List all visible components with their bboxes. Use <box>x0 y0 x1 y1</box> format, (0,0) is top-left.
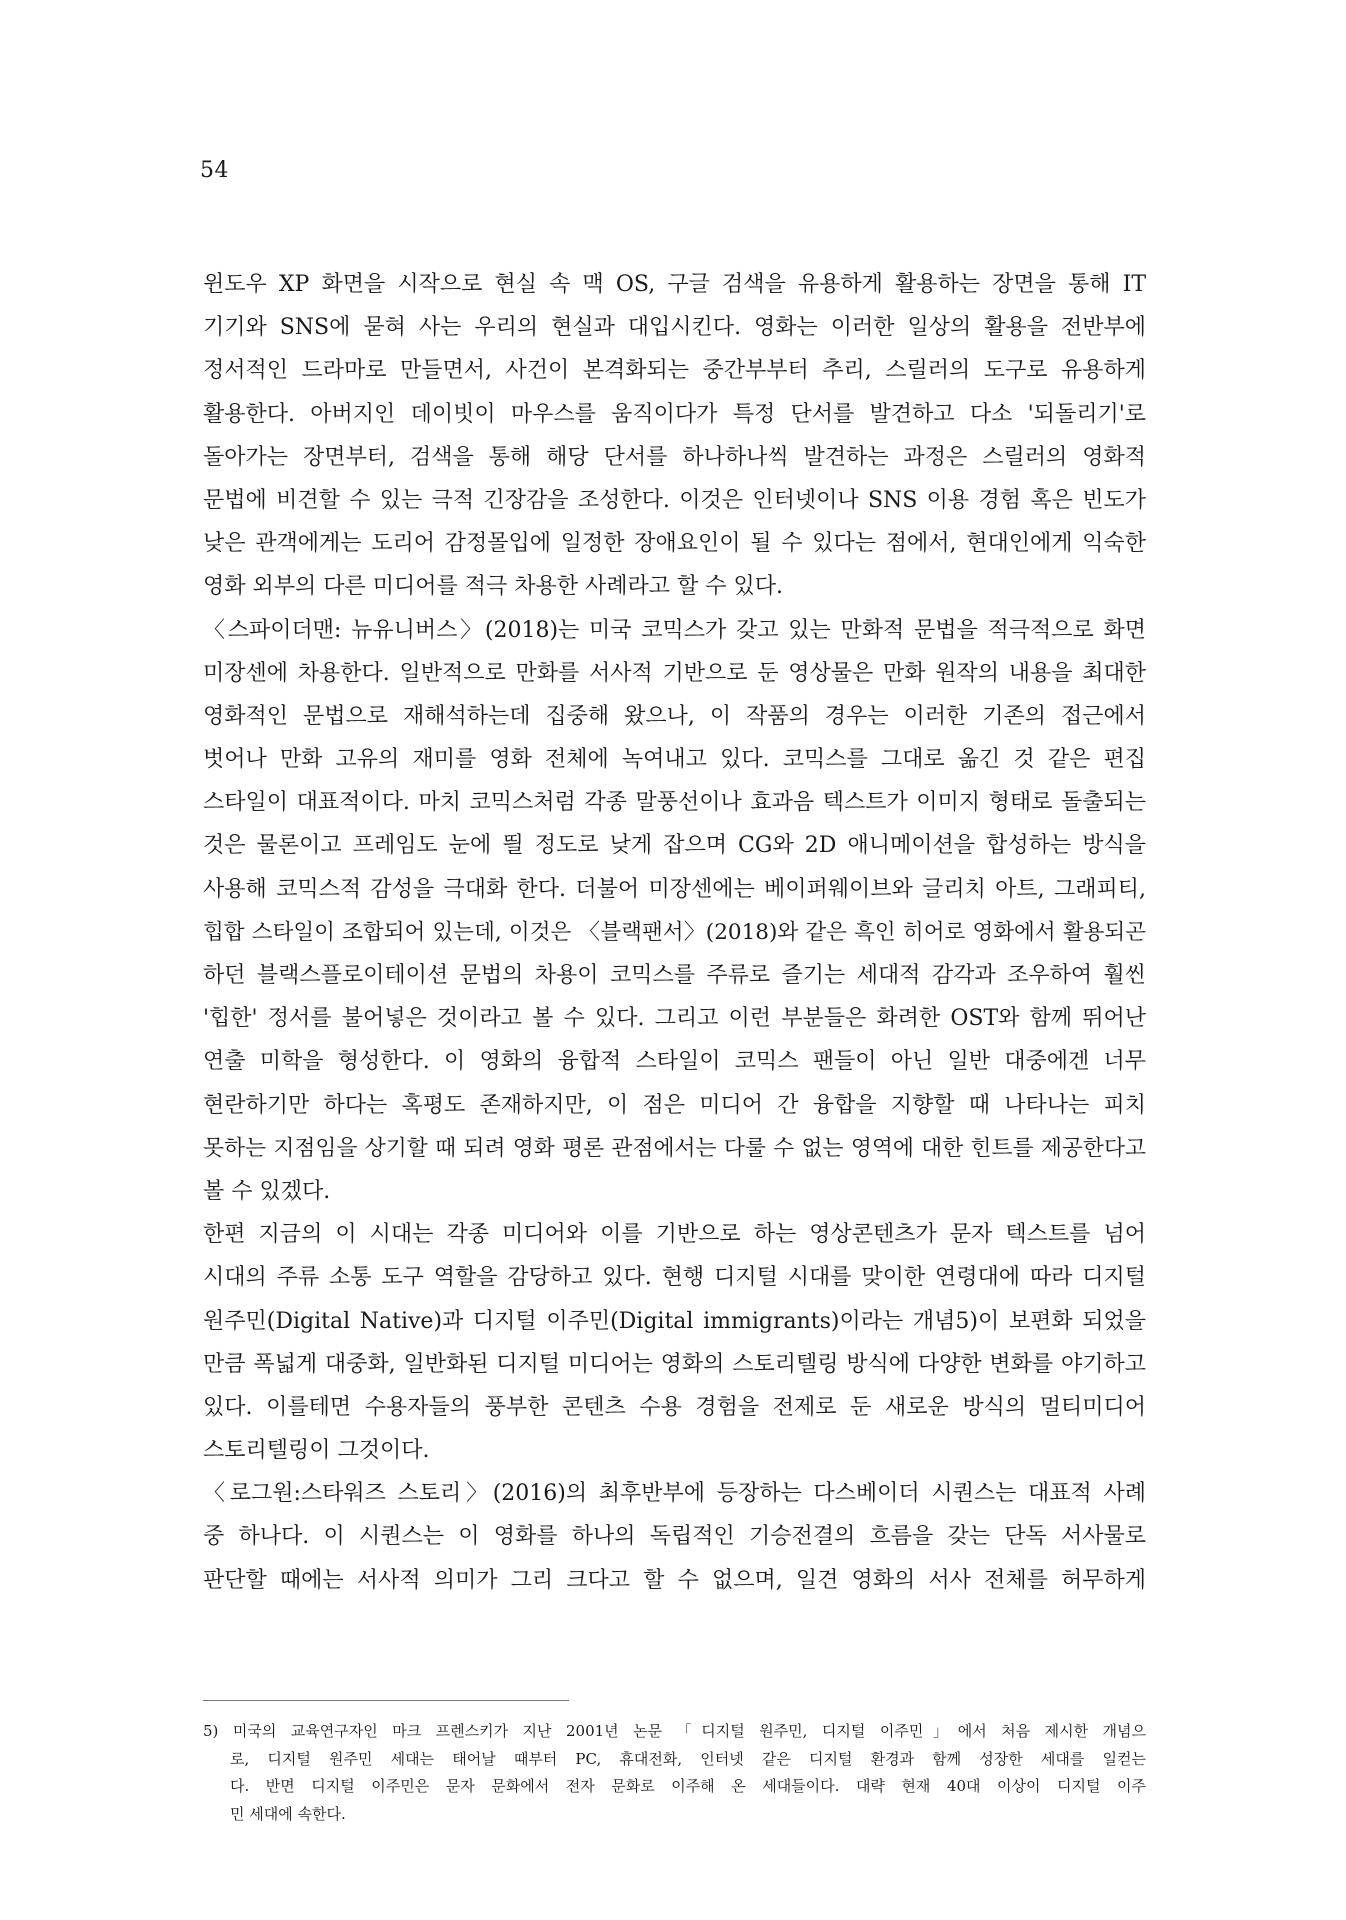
body-line: 돌아가는 장면부터, 검색을 통해 해당 단서를 하나하나씩 발견하는 과정은 스릴러의 영화적 <box>203 444 1146 470</box>
footnote-divider <box>203 1700 569 1701</box>
body-line: 원주민(Digital Native)과 디지털 이주민(Digital immigrants)이라는 개념5)이 보편화 되었을 <box>203 1308 1146 1334</box>
body-line: 시대의 주류 소통 도구 역할을 감당하고 있다. 현행 디지털 시대를 맞이한 연령대에 따라 디지털 <box>203 1265 1146 1291</box>
body-line: 문법에 비견할 수 있는 극적 긴장감을 조성한다. 이것은 인터넷이나 SNS 이용 경험 혹은 빈도가 <box>203 487 1146 513</box>
body-line: 미장센에 차용한다. 일반적으로 만화를 서사적 기반으로 둔 영상물은 만화 원작의 내용을 최대한 <box>203 660 1146 686</box>
body-line: 볼 수 있겠다. <box>203 1178 331 1204</box>
footnote-line: 민 세대에 속한다. <box>230 1804 346 1823</box>
page-number: 54 <box>200 158 229 183</box>
footnote-line: 로, 디지털 원주민 세대는 태어날 때부터 PC, 휴대전화, 인터넷 같은 디지털 환경과 함께 성장한 세대를 일컫는 <box>230 1749 1146 1768</box>
footnotes <box>203 1718 1146 1828</box>
body-line: 스타일이 대표적이다. 마치 코믹스처럼 각종 말풍선이나 효과음 텍스트가 이미지 형태로 돌출되는 <box>203 790 1146 816</box>
body-line: 중 하나다. 이 시퀀스는 이 영화를 하나의 독립적인 기승전결의 흐름을 갖는 단독 서사물로 <box>203 1524 1146 1550</box>
body-line: 하던 블랙스플로이테이션 문법의 차용이 코믹스를 주류로 즐기는 세대적 감각과 조우하여 훨씬 <box>203 963 1146 988</box>
body-line: 스토리텔링이 그것이다. <box>203 1438 430 1464</box>
body-line: 못하는 지점임을 상기할 때 되려 영화 평론 관점에서는 다룰 수 없는 영역에 대한 힌트를 제공한다고 <box>203 1135 1146 1161</box>
body-line: 한편 지금의 이 시대는 각종 미디어와 이를 기반으로 하는 영상콘텐츠가 문자 텍스트를 넘어 <box>203 1222 1146 1248</box>
body-line: 윈도우 XP 화면을 시작으로 현실 속 맥 OS, 구글 검색을 유용하게 활용하는 장면을 통해 IT <box>203 272 1146 297</box>
body-line: 영화 외부의 다른 미디어를 적극 차용한 사례라고 할 수 있다. <box>203 574 783 600</box>
body-line: 벗어나 만화 고유의 재미를 영화 전체에 녹여내고 있다. 코믹스를 그대로 옮긴 것 같은 편집 <box>203 747 1146 773</box>
body-line: 〈스파이더맨: 뉴유니버스〉(2018)는 미국 코믹스가 갖고 있는 만화적 문법을 적극적으로 화면 <box>203 617 1146 643</box>
body-line: 연출 미학을 형성한다. 이 영화의 융합적 스타일이 코믹스 팬들이 아닌 일반 대중에겐 너무 <box>203 1049 1146 1075</box>
body-line: 힙합 스타일이 조합되어 있는데, 이것은 〈블랙팬서〉(2018)와 같은 흑인 히어로 영화에서 활용되곤 <box>203 919 1146 945</box>
body-line: 사용해 코믹스적 감성을 극대화 한다. 더불어 미장센에는 베이퍼웨이브와 글리치 아트, 그래피티, <box>203 876 1146 902</box>
body-text <box>203 263 1146 1602</box>
body-line: 판단할 때에는 서사적 의미가 그리 크다고 할 수 없으며, 일견 영화의 서사 전체를 허무하게 <box>203 1567 1146 1593</box>
body-line: 활용한다. 아버지인 데이빗이 마우스를 움직이다가 특정 단서를 발견하고 다소 '되돌리기'로 <box>203 401 1146 427</box>
body-line: 낮은 관객에게는 도리어 감정몰입에 일정한 장애요인이 될 수 있다는 점에서, 현대인에게 익숙한 <box>203 531 1146 557</box>
body-line: '힙한' 정서를 불어넣은 것이라고 볼 수 있다. 그리고 이런 부분들은 화려한 OST와 함께 뛰어난 <box>203 1006 1146 1032</box>
footnote-line: 다. 반면 디지털 이주민은 문자 문화에서 전자 문화로 이주해 온 세대들이다. 대략 현재 40대 이상이 디지털 이주 <box>230 1777 1146 1795</box>
body-line: 영화적인 문법으로 재해석하는데 집중해 왔으나, 이 작품의 경우는 이러한 기존의 접근에서 <box>203 703 1146 729</box>
body-line: 〈로그원:스타워즈 스토리〉(2016)의 최후반부에 등장하는 다스베이더 시퀀스는 대표적 사례 <box>203 1481 1146 1507</box>
body-line: 것은 물론이고 프레임도 눈에 띌 정도로 낮게 잡으며 CG와 2D 애니메이션을 합성하는 방식을 <box>203 833 1146 859</box>
body-line: 현란하기만 하다는 혹평도 존재하지만, 이 점은 미디어 간 융합을 지향할 때 나타나는 피치 <box>203 1092 1146 1118</box>
body-line: 기기와 SNS에 묻혀 사는 우리의 현실과 대입시킨다. 영화는 이러한 일상의 활용을 전반부에 <box>203 315 1146 341</box>
body-line: 정서적인 드라마로 만들면서, 사건이 본격화되는 중간부부터 추리, 스릴러의 도구로 유용하게 <box>203 358 1146 384</box>
body-line: 있다. 이를테면 수용자들의 풍부한 콘텐츠 수용 경험을 전제로 둔 새로운 방식의 멀티미디어 <box>203 1394 1146 1420</box>
body-line: 만큼 폭넓게 대중화, 일반화된 디지털 미디어는 영화의 스토리텔링 방식에 다양한 변화를 야기하고 <box>203 1351 1146 1377</box>
footnote-line: 5) 미국의 교육연구자인 마크 프렌스키가 지난 2001년 논문 「디지털 원주민, 디지털 이주민」에서 처음 제시한 개념으 <box>203 1722 1146 1740</box>
